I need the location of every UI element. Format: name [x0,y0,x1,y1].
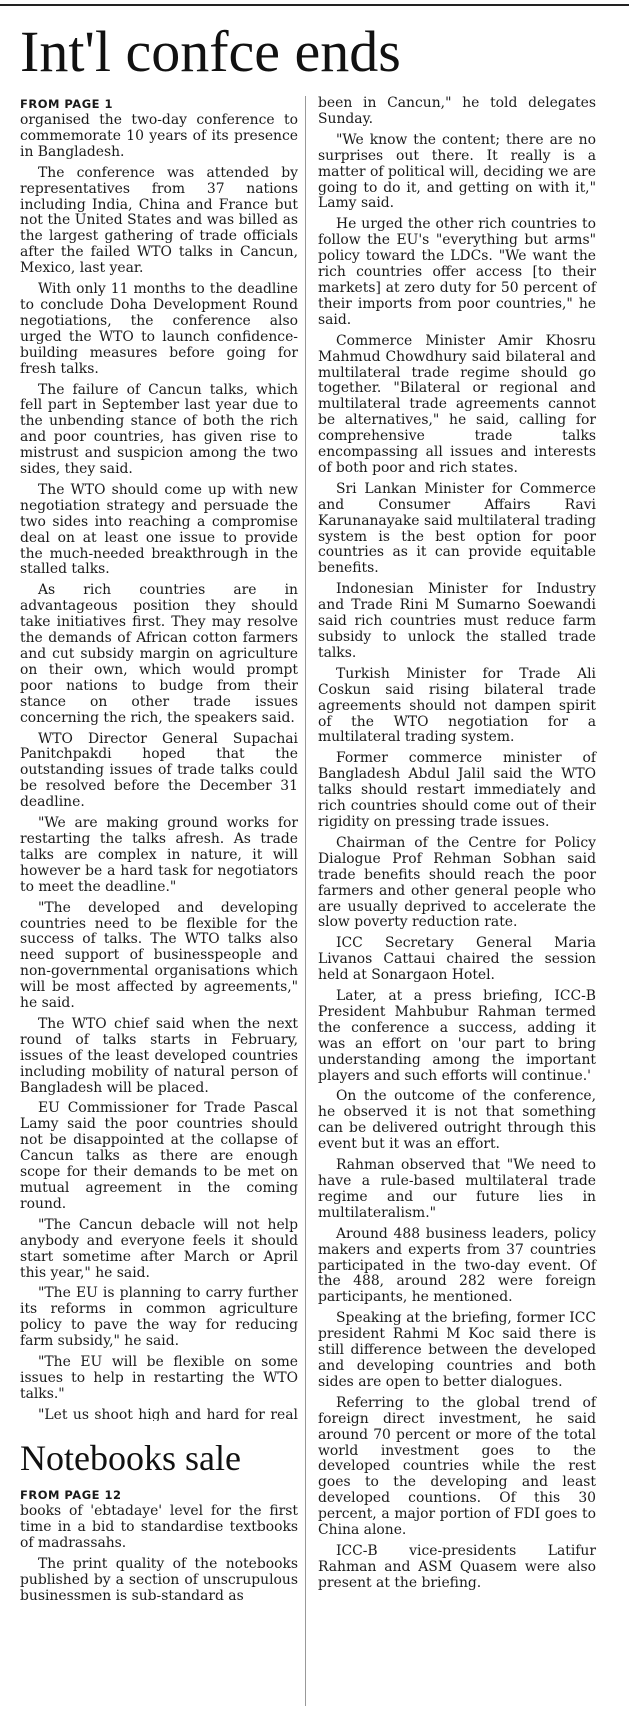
paragraph: Chairman of the Centre for Policy Dialogue Prof Rehman Sobhan said trade benefits should reach the poor farmers and other general people who are usually deprived to accelerate the slow poverty reduction rate. [318,834,596,931]
paragraph: organised the two-day conference to commemorate 10 years of its presence in Bangladesh. [20,112,298,160]
headline: Int'l confce ends [20,19,401,84]
secondary-headline: Notebooks sale [20,1438,241,1478]
paragraph: "The EU will be flexible on some issues to help in restarting the WTO talks." [20,1354,298,1402]
paragraph: books of 'ebtadaye' level for the first time in a bid to standardise textbooks of madrassahs. [20,1503,298,1551]
paragraph: The WTO should come up with new negotiation strategy and persuade the two sides into reaching a compromise deal on at least one issue to provide the much-needed breakthrough in the stalled talks. [20,481,298,578]
paragraph: Around 488 business leaders, policy makers and experts from 37 countries participated in the two-day event. Of the 488, around 282 were foreign participants, he mentioned. [318,1225,596,1306]
paragraph: WTO Director General Supachai Panitchpakdi hoped that the outstanding issues of trade talks could be resolved before the December 31 deadline. [20,730,298,811]
paragraph: As rich countries are in advantageous position they should take initiatives first. They may resolve the demands of African cotton farmers and cut subsidy margin on agriculture on their own, which would prompt poor nations to budge from their stance on other trade issues concerning the rich, the speakers said. [20,582,298,726]
paragraph: "We know the content; there are no surprises out there. It really is a matter of political will, deciding we are going to do it, and getting on with it," Lamy said. [318,131,596,212]
from-page-label-2: FROM PAGE 12 [20,1488,122,1502]
paragraph: "The developed and developing countries need to be flexible for the success of talks. The WTO talks also need support of businesspeople and non-governmental organisations which will be most affected by agreements," he said. [20,899,298,1012]
paragraph: EU Commissioner for Trade Pascal Lamy said the poor countries should not be disappointed at the collapse of Cancun talks as there are enough scope for their demands to be met on mutual agreement in the coming round. [20,1100,298,1212]
paragraph: "The EU is planning to carry further its reforms in common agriculture policy to pave the way for reducing farm subsidy," he said. [20,1285,298,1350]
article-1-left [20,96,298,1421]
paragraph: The WTO chief said when the next round of talks starts in February, issues of the least developed countries including mobility of natural person of Bangladesh will be placed. [20,1015,298,1096]
paragraph: Commerce Minister Amir Khosru Mahmud Chowdhury said bilateral and multilateral trade regime should go together. "Bilateral or regional and multilateral trade agreements cannot be alternatives," he said, calling for comprehensive trade talks encompassing all issues and interests of both poor and rich states. [318,332,596,476]
article-2-paragraphs [20,1504,298,1604]
article-1-left-paragraphs [20,113,298,1421]
paragraph: He urged the other rich countries to follow the EU's "everything but arms" policy toward the LDCs. "We want the rich countries offer access [to their markets] at zero duty for 50 percent of their imports from poor countries," he said. [318,216,596,328]
paragraph: been in Cancun," he told delegates Sunday. [318,95,596,127]
paragraph: The failure of Cancun talks, which fell part in September last year due to the unbending stance of both the rich and poor countries, has given rise to mistrust and suspicion among the two sides, they said. [20,381,298,478]
paragraph: Former commerce minister of Bangladesh Abdul Jalil said the WTO talks should restart immediately and rich countries should come out of their rigidity on pressing trade issues. [318,750,596,830]
paragraph: Turkish Minister for Trade Ali Coskun said rising bilateral trade agreements should not dampen spirit of the WTO negotiation for a multilateral trading system. [318,665,596,746]
article-1-right-paragraphs [318,96,596,1592]
paragraph: "Let us shoot high and hard for real [38,1406,298,1421]
paragraph: Later, at a press briefing, ICC-B President Mahbubur Rahman termed the conference a success, adding it was an effort on 'our part to bring understanding among the important players and such efforts will continue.' [318,988,596,1084]
paragraph: With only 11 months to the deadline to conclude Doha Development Round negotiations, the conference also urged the WTO to launch confidence-building measures before going for fresh talks. [20,281,298,377]
from-page-label: FROM PAGE 1 [20,97,114,111]
left-column [20,96,298,1609]
paragraph: The print quality of the notebooks published by a section of unscrupulous businessmen is sub-standard as [20,1555,298,1604]
paragraph: Rahman observed that "We need to have a rule-based multilateral trade regime and our future lies in multilateralism." [318,1157,596,1221]
paragraph: Sri Lankan Minister for Commerce and Consumer Affairs Ravi Karunanayake said multilateral trading system is the best option for poor countries as it can provide equitable benefits. [318,480,596,577]
paragraph: Speaking at the briefing, former ICC president Rahmi M Koc said there is still difference between the developed and developing countries and both sides are open to better dialogues. [318,1310,596,1390]
paragraph: Referring to the global trend of foreign direct investment, he said around 70 percent or more of the total world investment goes to the developed countries while the rest goes to the developing and least developed countions. Of this 30 percent, a major portion of FDI goes to China alone. [318,1394,596,1539]
paragraph: On the outcome of the conference, he observed it is not that something can be delivered outright through this event but it was an effort. [318,1088,596,1153]
paragraph: The conference was attended by representatives from 37 nations including India, China and France but not the United States and was billed as the largest gathering of trade officials after the failed WTO talks in Cancun, Mexico, last year. [20,164,298,277]
paragraph: "The Cancun debacle will not help anybody and everyone feels it should start sometime after March or April this year," he said. [20,1216,298,1281]
right-column [318,96,596,1597]
paragraph: ICC Secretary General Maria Livanos Cattaui chaired the session held at Sonargaon Hotel. [318,935,596,984]
top-rule [0,4,629,6]
paragraph: Indonesian Minister for Industry and Trade Rini M Sumarno Soewandi said rich countries must reduce farm subsidy to unlock the stalled trade talks. [318,581,596,661]
column-divider [305,96,306,1706]
paragraph: ICC-B vice-presidents Latifur Rahman and ASM Quasem were also present at the briefing. [318,1542,596,1591]
paragraph: "We are making ground works for restarting the talks afresh. As trade talks are complex in nature, it will however be a hard task for negotiators to meet the deadline." [20,815,298,895]
